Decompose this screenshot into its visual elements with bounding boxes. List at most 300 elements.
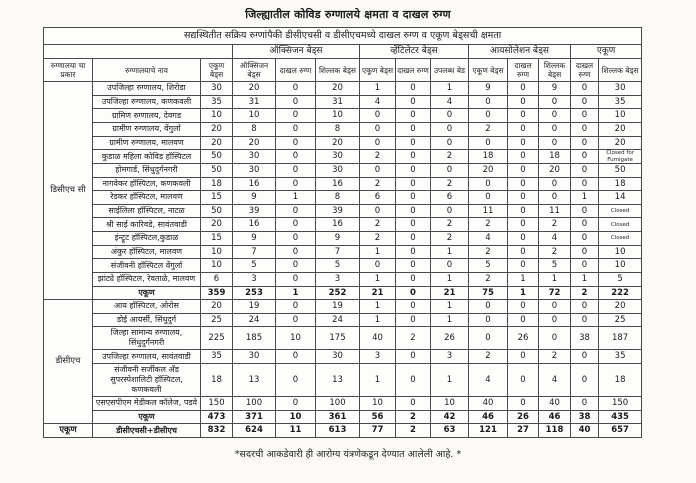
value-cell: 10 (276, 410, 316, 424)
value-cell: 359 (201, 286, 233, 300)
value-cell: 1 (360, 82, 396, 96)
value-cell: 11 (276, 424, 316, 438)
value-cell: 10 (276, 327, 316, 350)
value-cell: 4 (360, 95, 396, 109)
value-cell: 6 (431, 191, 469, 205)
value-cell: 0 (508, 364, 539, 397)
value-cell: 35 (599, 350, 642, 364)
table-row (44, 150, 642, 164)
value-cell: 1 (431, 364, 469, 397)
value-cell: 150 (599, 397, 642, 411)
hospital-name-cell: कुडाळ महिला कोविड हॉस्पिटल (93, 150, 201, 164)
value-cell: 0 (360, 259, 396, 273)
value-cell: 10 (201, 259, 233, 273)
value-cell: 0 (396, 286, 431, 300)
value-cell: 5 (539, 259, 571, 273)
value-cell: Closed (599, 218, 642, 232)
table-row (44, 95, 642, 109)
value-cell: 2 (431, 218, 469, 232)
table-header (44, 28, 642, 82)
value-cell: 0 (508, 109, 539, 123)
value-cell: 2 (469, 218, 508, 232)
value-cell: 20 (233, 136, 276, 150)
hospital-name-cell: श्री साई कारिवडे, सावंतवाडी (93, 218, 201, 232)
value-cell: 0 (508, 232, 539, 246)
value-cell: 19 (233, 300, 276, 314)
value-cell: 0 (276, 300, 316, 314)
value-cell: 0 (539, 95, 571, 109)
value-cell: 30 (316, 163, 360, 177)
value-cell: 1 (276, 286, 316, 300)
value-cell: 26 (508, 327, 539, 350)
value-cell: 2 (539, 350, 571, 364)
value-cell: 0 (469, 191, 508, 205)
group-total-row (44, 286, 642, 300)
table-row (44, 163, 642, 177)
value-cell: 30 (201, 82, 233, 96)
value-cell: 20 (316, 82, 360, 96)
value-cell: 50 (201, 150, 233, 164)
subheader-oxygen-admitted: दाखल रुग्ण (276, 59, 316, 82)
value-cell: 371 (233, 410, 276, 424)
group-header-isolation-beds: आयसोलेशन बेड्स (469, 44, 571, 58)
value-cell: 20 (599, 123, 642, 137)
hospital-name-cell: उपजिल्हा रुग्णालय, शिरोडा (93, 82, 201, 96)
value-cell: 14 (599, 191, 642, 205)
value-cell: 5 (599, 272, 642, 286)
subheader-ventilator-admitted: दाखल रुग्ण (396, 59, 431, 82)
value-cell: 0 (571, 397, 599, 411)
value-cell: 5 (316, 259, 360, 273)
value-cell: 435 (599, 410, 642, 424)
value-cell: 118 (539, 424, 571, 438)
value-cell: 0 (276, 218, 316, 232)
value-cell: 0 (469, 177, 508, 191)
value-cell: 0 (396, 95, 431, 109)
value-cell: 0 (276, 95, 316, 109)
value-cell: 0 (276, 150, 316, 164)
value-cell: 0 (396, 109, 431, 123)
hospital-name-cell: आय हॉस्पिटल, ओरोस (93, 300, 201, 314)
value-cell: 1 (360, 300, 396, 314)
value-cell: 185 (233, 327, 276, 350)
value-cell: 613 (316, 424, 360, 438)
value-cell: 13 (316, 364, 360, 397)
value-cell: 0 (276, 272, 316, 286)
value-cell: 0 (276, 177, 316, 191)
grand-total-name-cell: डीसीएचसी+डीसीएच (93, 424, 201, 438)
table-row (44, 136, 642, 150)
hospital-name-cell: झांट्ये हॉस्पिटल, रेवताळे, मालवण (93, 272, 201, 286)
page-title: जिल्ह्यातील कोविड रुग्णालये क्षमता व दाखल रुग्ण (245, 8, 451, 21)
value-cell: 46 (469, 410, 508, 424)
value-cell: 0 (276, 397, 316, 411)
value-cell: 10 (431, 397, 469, 411)
col-header-hospital-name: रुग्णालयाचे नाव (93, 59, 201, 82)
value-cell: 0 (539, 123, 571, 137)
value-cell: 0 (508, 123, 539, 137)
value-cell: 0 (539, 191, 571, 205)
value-cell: 4 (469, 232, 508, 246)
value-cell: 0 (396, 232, 431, 246)
value-cell: 0 (360, 109, 396, 123)
hospital-name-cell: ग्रामिण रुग्णालय, देवगड (93, 109, 201, 123)
value-cell: 0 (276, 136, 316, 150)
footnote: *सदरची आकडेवारी ही आरोग्य यंत्रणेकडून देण्यात आलेली आहे. * (234, 448, 462, 460)
hospital-name-cell: एसएसपीएम मेडीकल कॉलेज, पडवे (93, 397, 201, 411)
value-cell: 10 (599, 109, 642, 123)
value-cell: 222 (599, 286, 642, 300)
value-cell: 75 (469, 286, 508, 300)
value-cell: 2 (431, 150, 469, 164)
value-cell: 72 (539, 286, 571, 300)
value-cell: 1 (360, 313, 396, 327)
value-cell: 35 (201, 95, 233, 109)
value-cell: 50 (201, 204, 233, 218)
value-cell: 0 (469, 95, 508, 109)
value-cell: 1 (431, 272, 469, 286)
value-cell: 0 (571, 163, 599, 177)
value-cell: 0 (571, 313, 599, 327)
hospital-name-cell: ग्रामीण रुग्णालय, वेंगुर्ला (93, 123, 201, 137)
value-cell: 9 (539, 82, 571, 96)
value-cell: 2 (360, 218, 396, 232)
value-cell: 20 (201, 218, 233, 232)
value-cell: 39 (316, 204, 360, 218)
value-cell: 25 (201, 313, 233, 327)
table-row (44, 123, 642, 137)
value-cell: 9 (233, 191, 276, 205)
value-cell: 0 (539, 109, 571, 123)
value-cell: 11 (469, 204, 508, 218)
value-cell: 0 (539, 327, 571, 350)
subheader-ventilator-available: उपलब्ध बेड (431, 59, 469, 82)
value-cell: 0 (571, 259, 599, 273)
value-cell: 16 (316, 218, 360, 232)
value-cell: 0 (571, 82, 599, 96)
value-cell: 0 (571, 300, 599, 314)
table-row (44, 177, 642, 191)
hospital-name-cell: होमगार्ड, सिंधुदुर्गनगरी (93, 163, 201, 177)
value-cell: 26 (431, 327, 469, 350)
hospital-name-cell: नागवेकर हॉस्पिटल, कणकवली (93, 177, 201, 191)
value-cell: 0 (396, 259, 431, 273)
value-cell: 0 (396, 245, 431, 259)
value-cell: 50 (599, 163, 642, 177)
value-cell: 0 (360, 123, 396, 137)
table-subtitle: सद्यस्थितीत सक्रिय रुग्णांपैकी डीसीएचसी व डीसीएचमध्ये दाखल रुग्ण व एकूण बेड्सची क्षमता (44, 28, 642, 45)
value-cell: 0 (508, 245, 539, 259)
group-total-label: एकूण (93, 286, 201, 300)
value-cell: 0 (508, 191, 539, 205)
value-cell: 10 (599, 259, 642, 273)
value-cell: 187 (599, 327, 642, 350)
group-header-ventilator-beds: व्हेंटिलेटर बेड्स (360, 44, 469, 58)
value-cell: 0 (508, 177, 539, 191)
value-cell: 15 (201, 191, 233, 205)
value-cell: 7 (233, 245, 276, 259)
col-header-hospital-type: रुग्णालया चा प्रकार (44, 59, 93, 82)
value-cell: 4 (539, 232, 571, 246)
value-cell: 2 (539, 245, 571, 259)
value-cell: 253 (233, 286, 276, 300)
value-cell: 0 (508, 313, 539, 327)
value-cell: 21 (431, 286, 469, 300)
grand-total-type-cell: एकूण (44, 424, 93, 438)
value-cell: 19 (316, 300, 360, 314)
value-cell: 1 (360, 245, 396, 259)
value-cell: 3 (431, 350, 469, 364)
value-cell: 16 (233, 218, 276, 232)
hospital-name-cell: जिल्हा सामान्य रुग्णालय, सिंधुदुर्गनगरी (93, 327, 201, 350)
value-cell: 25 (599, 313, 642, 327)
value-cell: 2 (431, 232, 469, 246)
value-cell: 2 (360, 177, 396, 191)
value-cell: 657 (599, 424, 642, 438)
value-cell: 0 (396, 150, 431, 164)
grand-total-row (44, 424, 642, 438)
value-cell: 0 (276, 232, 316, 246)
table-row (44, 272, 642, 286)
value-cell: 832 (201, 424, 233, 438)
value-cell: 77 (360, 424, 396, 438)
value-cell: 0 (396, 272, 431, 286)
table-row (44, 397, 642, 411)
value-cell: 18 (599, 364, 642, 397)
value-cell: 0 (508, 150, 539, 164)
value-cell: 0 (360, 136, 396, 150)
value-cell: 0 (508, 136, 539, 150)
value-cell: 2 (396, 424, 431, 438)
value-cell: 0 (276, 259, 316, 273)
hospital-name-cell: इंन्ट्रूट हॉस्पिटल,कुडाळ (93, 232, 201, 246)
value-cell: 0 (396, 123, 431, 137)
subheader-isolation-admitted: दाखल रुग्ण (508, 59, 539, 82)
value-cell: 1 (508, 286, 539, 300)
group-header-row (44, 44, 642, 58)
value-cell: 361 (316, 410, 360, 424)
hospital-name-cell: ग्रामीण रुग्णालय, मालवण (93, 136, 201, 150)
value-cell: 1 (508, 272, 539, 286)
value-cell: 5 (469, 259, 508, 273)
value-cell: 30 (233, 150, 276, 164)
value-cell: 2 (360, 232, 396, 246)
value-cell: 38 (571, 327, 599, 350)
value-cell: 2 (396, 327, 431, 350)
hospital-name-cell: उपजिल्हा रुग्णालय, सावंतवाडी (93, 350, 201, 364)
value-cell: 2 (396, 410, 431, 424)
value-cell: 18 (201, 364, 233, 397)
value-cell: 150 (201, 397, 233, 411)
value-cell: 8 (233, 123, 276, 137)
hospital-name-cell: उपजिल्हा रुग्णालय, कणकवली (93, 95, 201, 109)
value-cell: 1 (360, 272, 396, 286)
value-cell: 15 (201, 232, 233, 246)
value-cell: 0 (431, 109, 469, 123)
value-cell: 21 (360, 286, 396, 300)
value-cell: 1 (431, 300, 469, 314)
value-cell: 31 (233, 95, 276, 109)
value-cell: 0 (539, 300, 571, 314)
value-cell: 18 (599, 177, 642, 191)
covid-hospitals-table (43, 27, 642, 438)
table-row (44, 327, 642, 350)
value-cell: 0 (539, 313, 571, 327)
value-cell: 24 (233, 313, 276, 327)
value-cell: 2 (469, 245, 508, 259)
value-cell: 30 (233, 350, 276, 364)
value-cell: 0 (571, 177, 599, 191)
value-cell: 0 (431, 163, 469, 177)
subheader-row (44, 59, 642, 82)
value-cell: 10 (316, 109, 360, 123)
value-cell: 3 (360, 350, 396, 364)
value-cell: 40 (539, 397, 571, 411)
value-cell: 0 (571, 245, 599, 259)
value-cell: Closed for Fumigate (599, 150, 642, 164)
value-cell: 0 (396, 82, 431, 96)
value-cell: 6 (201, 272, 233, 286)
value-cell: 100 (316, 397, 360, 411)
value-cell: 0 (396, 313, 431, 327)
value-cell: 0 (469, 109, 508, 123)
value-cell: 6 (360, 191, 396, 205)
value-cell: 5 (233, 259, 276, 273)
value-cell: 0 (571, 95, 599, 109)
value-cell: 121 (469, 424, 508, 438)
value-cell: 0 (396, 191, 431, 205)
value-cell: 18 (539, 150, 571, 164)
value-cell: 0 (571, 136, 599, 150)
value-cell: 0 (396, 218, 431, 232)
value-cell: 0 (396, 177, 431, 191)
value-cell: 20 (599, 300, 642, 314)
value-cell: 24 (316, 313, 360, 327)
subtitle-row (44, 28, 642, 45)
value-cell: 0 (396, 397, 431, 411)
value-cell: 1 (431, 82, 469, 96)
value-cell: 10 (599, 245, 642, 259)
value-cell: 473 (201, 410, 233, 424)
value-cell: 10 (201, 245, 233, 259)
value-cell: 1 (431, 245, 469, 259)
value-cell: 2 (360, 150, 396, 164)
value-cell: 0 (396, 204, 431, 218)
value-cell: 0 (276, 245, 316, 259)
value-cell: 56 (360, 410, 396, 424)
value-cell: 1 (571, 191, 599, 205)
value-cell: 42 (431, 410, 469, 424)
value-cell: 2 (539, 218, 571, 232)
value-cell: 16 (233, 177, 276, 191)
value-cell: 31 (316, 95, 360, 109)
value-cell: 0 (508, 82, 539, 96)
value-cell: 8 (316, 191, 360, 205)
value-cell: 30 (233, 163, 276, 177)
subheader-total-admitted: दाखल रुग्ण (571, 59, 599, 82)
subheader-isolation-total: एकूण बेड्स (469, 59, 508, 82)
value-cell: Closed (599, 232, 642, 246)
value-cell: 0 (539, 177, 571, 191)
value-cell: 10 (360, 397, 396, 411)
value-cell: 20 (316, 136, 360, 150)
value-cell: 3 (233, 272, 276, 286)
table-row (44, 245, 642, 259)
table-row (44, 191, 642, 205)
value-cell: 30 (316, 150, 360, 164)
value-cell: 0 (431, 123, 469, 137)
value-cell: 30 (316, 350, 360, 364)
value-cell: 18 (201, 177, 233, 191)
value-cell: 0 (469, 300, 508, 314)
value-cell: 1 (431, 313, 469, 327)
value-cell: 20 (201, 300, 233, 314)
value-cell: 9 (469, 82, 508, 96)
value-cell: 30 (599, 82, 642, 96)
value-cell: 20 (201, 123, 233, 137)
value-cell: 20 (469, 163, 508, 177)
value-cell: 0 (396, 300, 431, 314)
value-cell: 20 (201, 136, 233, 150)
hospital-name-cell: अंकुर हॉस्पिटल, मालवण (93, 245, 201, 259)
value-cell: 1 (539, 272, 571, 286)
value-cell: 0 (276, 204, 316, 218)
value-cell: 2 (431, 177, 469, 191)
value-cell: 0 (431, 259, 469, 273)
value-cell: 2 (571, 286, 599, 300)
table-row (44, 313, 642, 327)
table-row (44, 82, 642, 96)
value-cell: 0 (396, 163, 431, 177)
value-cell: 20 (539, 163, 571, 177)
group-total-row (44, 410, 642, 424)
value-cell: 0 (396, 136, 431, 150)
value-cell: 8 (316, 123, 360, 137)
value-cell: 0 (571, 218, 599, 232)
value-cell: 11 (539, 204, 571, 218)
value-cell: 7 (316, 245, 360, 259)
group-total-label: एकूण (93, 410, 201, 424)
value-cell: 16 (316, 177, 360, 191)
value-cell: 35 (599, 95, 642, 109)
subheader-oxygen-remaining: शिल्लक बेड्स (316, 59, 360, 82)
value-cell: 0 (508, 163, 539, 177)
blank-header-cell (44, 44, 233, 58)
value-cell: 0 (469, 136, 508, 150)
value-cell: 0 (571, 232, 599, 246)
value-cell: 10 (201, 109, 233, 123)
value-cell: 0 (396, 364, 431, 397)
value-cell: 0 (571, 109, 599, 123)
value-cell: 2 (469, 123, 508, 137)
value-cell: 40 (469, 397, 508, 411)
value-cell: 0 (396, 350, 431, 364)
value-cell: 20 (233, 82, 276, 96)
value-cell: 0 (276, 82, 316, 96)
value-cell: 0 (276, 109, 316, 123)
value-cell: 0 (539, 136, 571, 150)
value-cell: 4 (469, 364, 508, 397)
value-cell: 0 (508, 204, 539, 218)
value-cell: 0 (469, 313, 508, 327)
value-cell: 50 (201, 163, 233, 177)
value-cell: 63 (431, 424, 469, 438)
value-cell: 26 (508, 410, 539, 424)
value-cell: 2 (469, 350, 508, 364)
hospital-name-cell: डोई आयर्सी, सिंधुदुर्ग (93, 313, 201, 327)
value-cell: 9 (233, 232, 276, 246)
table-body (44, 82, 642, 438)
